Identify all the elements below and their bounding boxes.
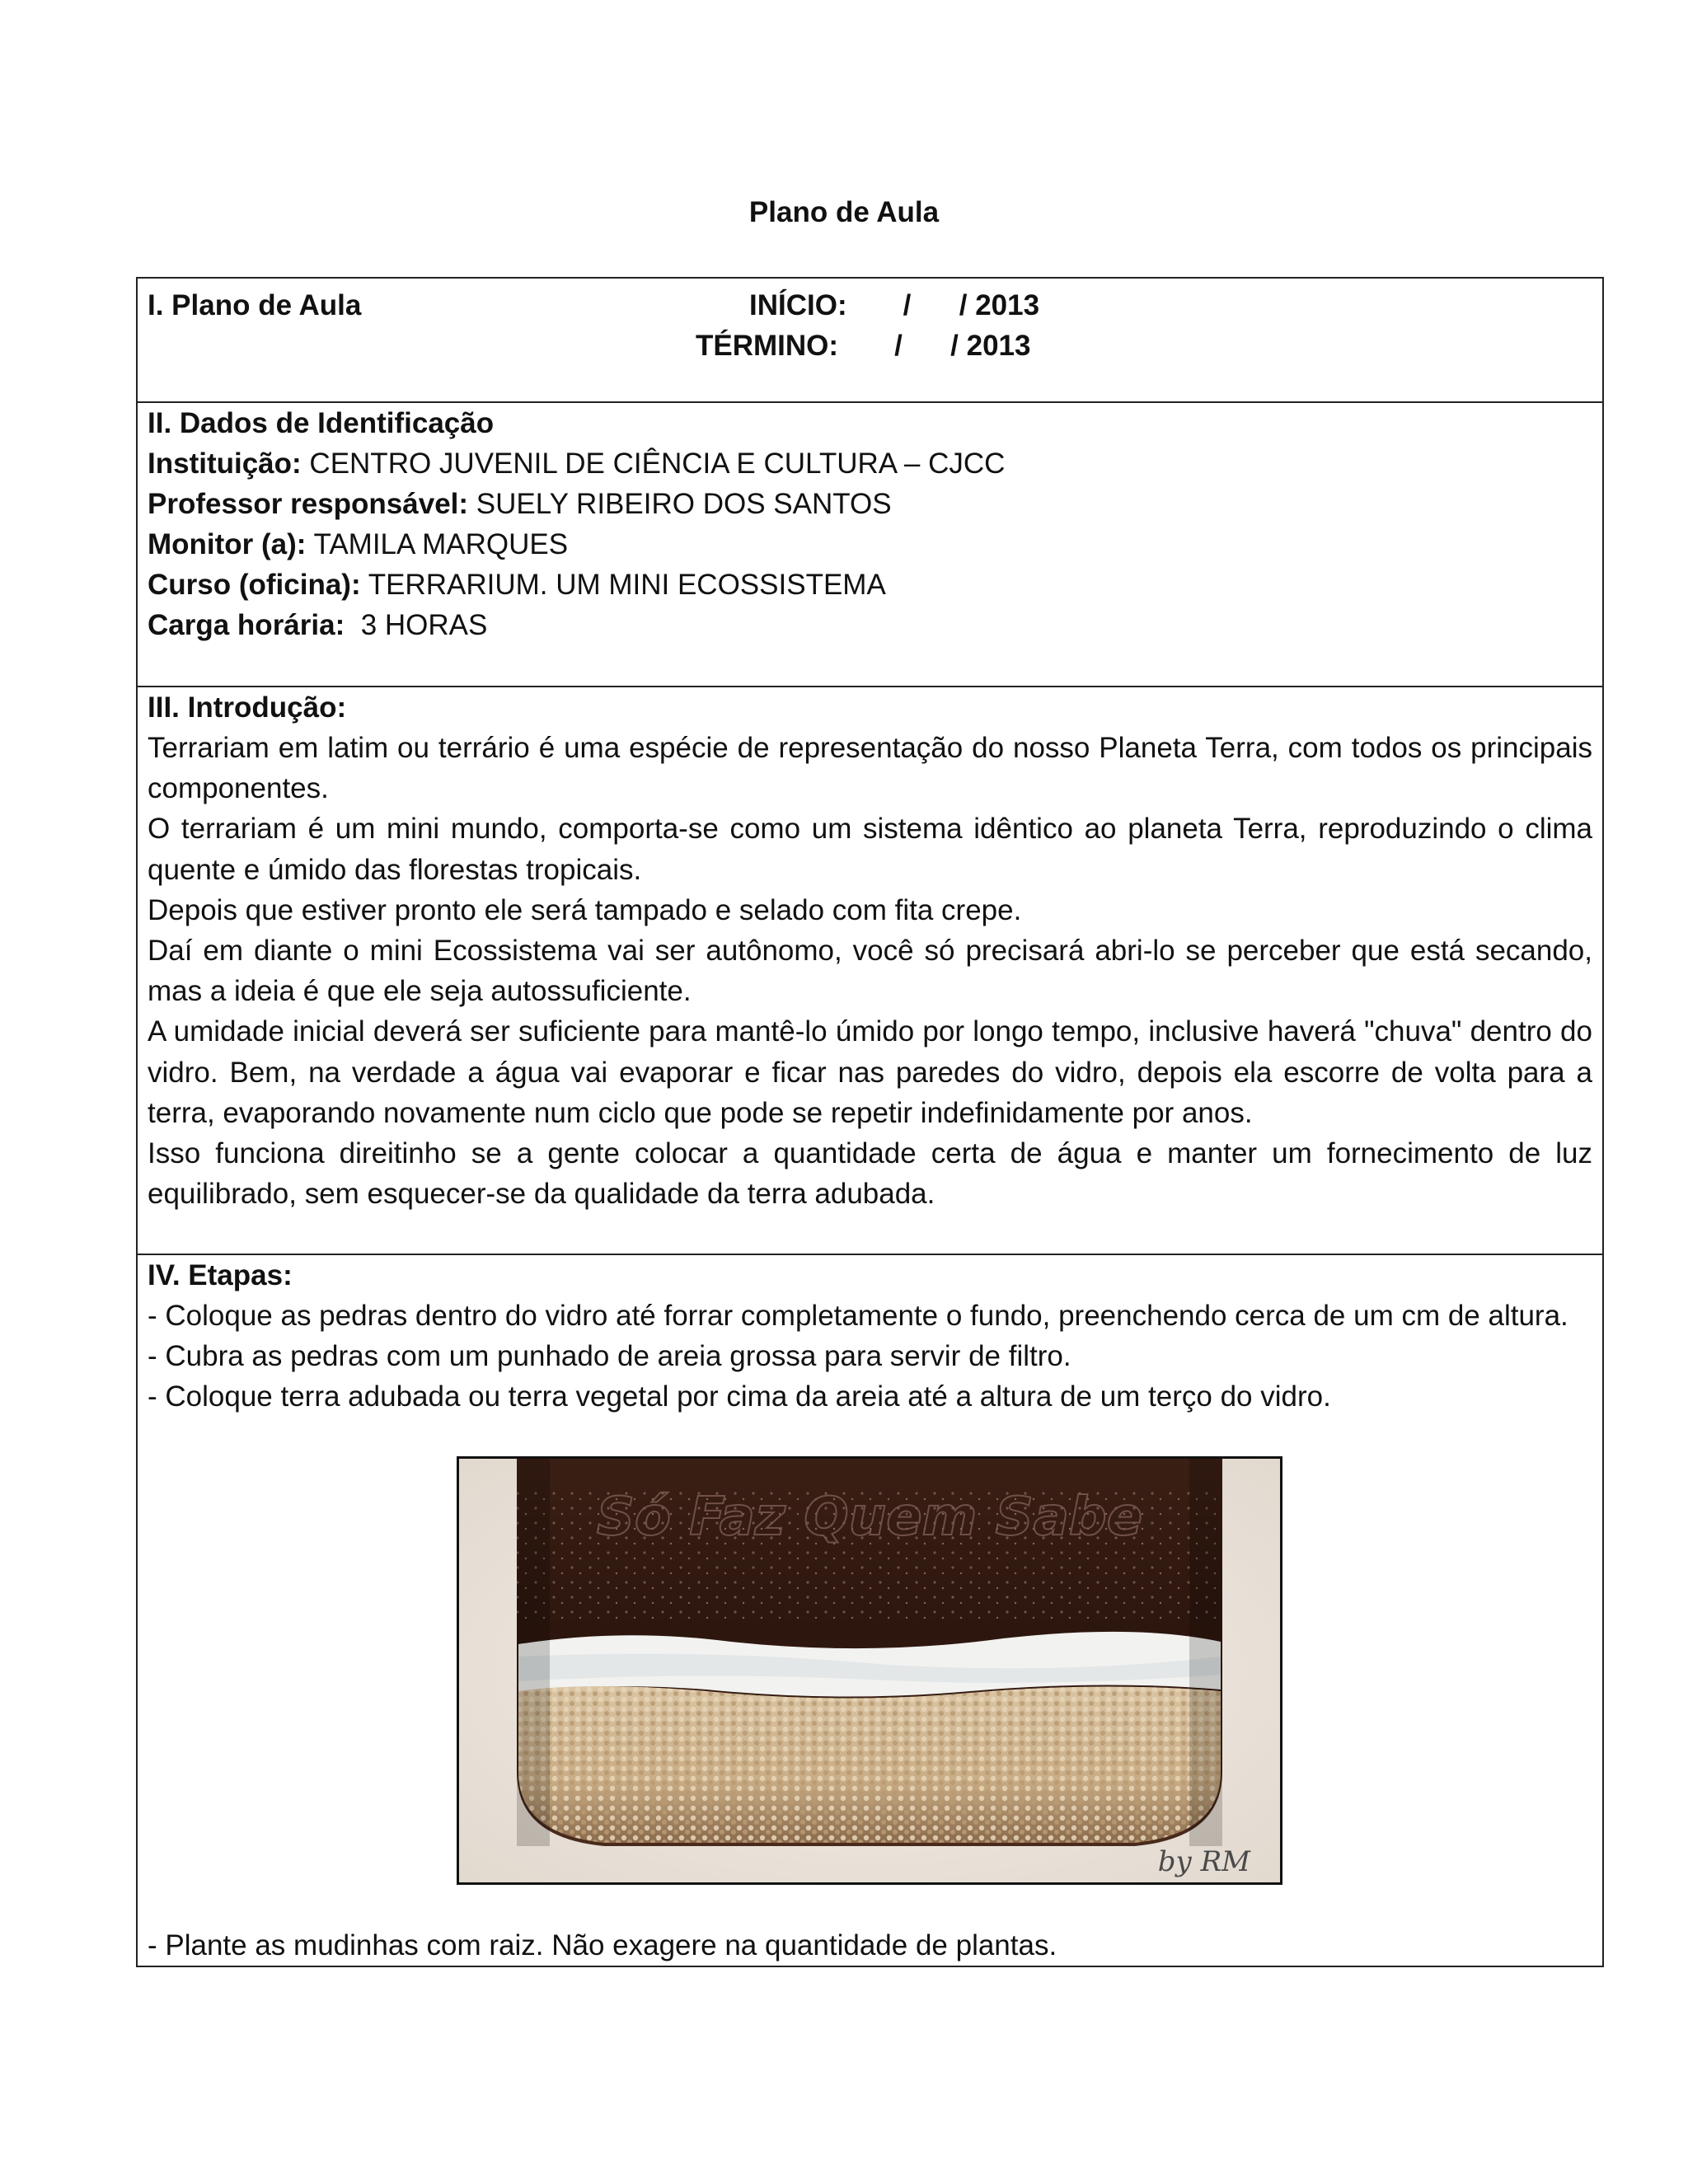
field-workload: [148, 605, 1592, 645]
field-teacher: [148, 484, 1592, 524]
field-institution: [148, 443, 1592, 484]
field-value: CENTRO JUVENIL DE CIÊNCIA E CULTURA – CJCC: [301, 448, 1006, 480]
photo-watermark: Só Faz Quem Sabe: [596, 1487, 1143, 1548]
intro-paragraph: Isso funciona direitinho se a gente colocar a quantidade certa de água e manter um fornecimento de luz equilibrado, sem esquecer-se da qualidade da terra adubada.: [148, 1137, 1592, 1211]
step-item: - Cubra as pedras com um punhado de areia grossa para servir de filtro.: [148, 1340, 1071, 1373]
step-item: - Coloque as pedras dentro do vidro até forrar completamente o fundo, preenchendo cerca de um cm de altura.: [148, 1300, 1568, 1332]
section-plan-header: [138, 279, 1602, 401]
terrarium-layers-illustration: [459, 1459, 1280, 1882]
end-date: TÉRMINO: / / 2013: [696, 330, 1031, 362]
field-course: [148, 565, 1592, 605]
intro-paragraph: Daí em diante o mini Ecossistema vai ser autônomo, você só precisará abri-lo se perceber que está secando, mas a ideia é que ele seja autossuficiente.: [148, 935, 1592, 1008]
field-label: Curso (oficina):: [148, 569, 361, 601]
section-2-heading: II. Dados de Identificação: [148, 407, 495, 439]
field-label: Instituição:: [148, 448, 302, 480]
step-item-last: - Plante as mudinhas com raiz. Não exagere na quantidade de plantas.: [148, 1929, 1057, 1961]
photo-signature: by RM: [1157, 1845, 1250, 1878]
field-value: TAMILA MARQUES: [306, 528, 569, 560]
section-1-label: I. Plano de Aula: [148, 289, 362, 321]
field-monitor: [148, 524, 1592, 565]
intro-paragraph: Terrariam em latim ou terrário é uma espécie de representação do nosso Planeta Terra, com todos os principais componentes.: [148, 732, 1592, 805]
field-value: 3 HORAS: [345, 609, 488, 641]
field-value: SUELY RIBEIRO DOS SANTOS: [468, 488, 892, 520]
start-date: INÍCIO: / / 2013: [749, 289, 1040, 321]
section-4-heading: IV. Etapas:: [148, 1259, 293, 1291]
terrarium-layers-photo: [457, 1456, 1282, 1885]
section-introduction: [138, 686, 1602, 1254]
page-title: Plano de Aula: [748, 196, 940, 228]
section-identification: [138, 401, 1602, 686]
intro-paragraph: Depois que estiver pronto ele será tampado e selado com fita crepe.: [148, 893, 1022, 926]
intro-paragraph: A umidade inicial deverá ser suficiente para mantê-lo úmido por longo tempo, inclusive haverá "chuva" dentro do vidro. Bem, na verdade a água vai evaporar e ficar nas paredes do vidro, depois ela escorre de volta para a terra, evaporando novamente num ciclo que pode se repetir indefinidamente por anos.: [148, 1015, 1592, 1129]
intro-paragraph: O terrariam é um mini mundo, comporta-se como um sistema idêntico ao planeta Terra, reproduzindo o clima quente e úmido das florestas tropicais.: [148, 813, 1592, 886]
field-label: Professor responsável:: [148, 488, 469, 520]
section-3-heading: III. Introdução:: [148, 691, 347, 724]
field-label: Monitor (a):: [148, 528, 307, 560]
field-value: TERRARIUM. UM MINI ECOSSISTEMA: [360, 569, 886, 601]
step-item: - Coloque terra adubada ou terra vegetal por cima da areia até a altura de um terço do vidro.: [148, 1380, 1331, 1413]
field-label: Carga horária:: [148, 609, 345, 641]
